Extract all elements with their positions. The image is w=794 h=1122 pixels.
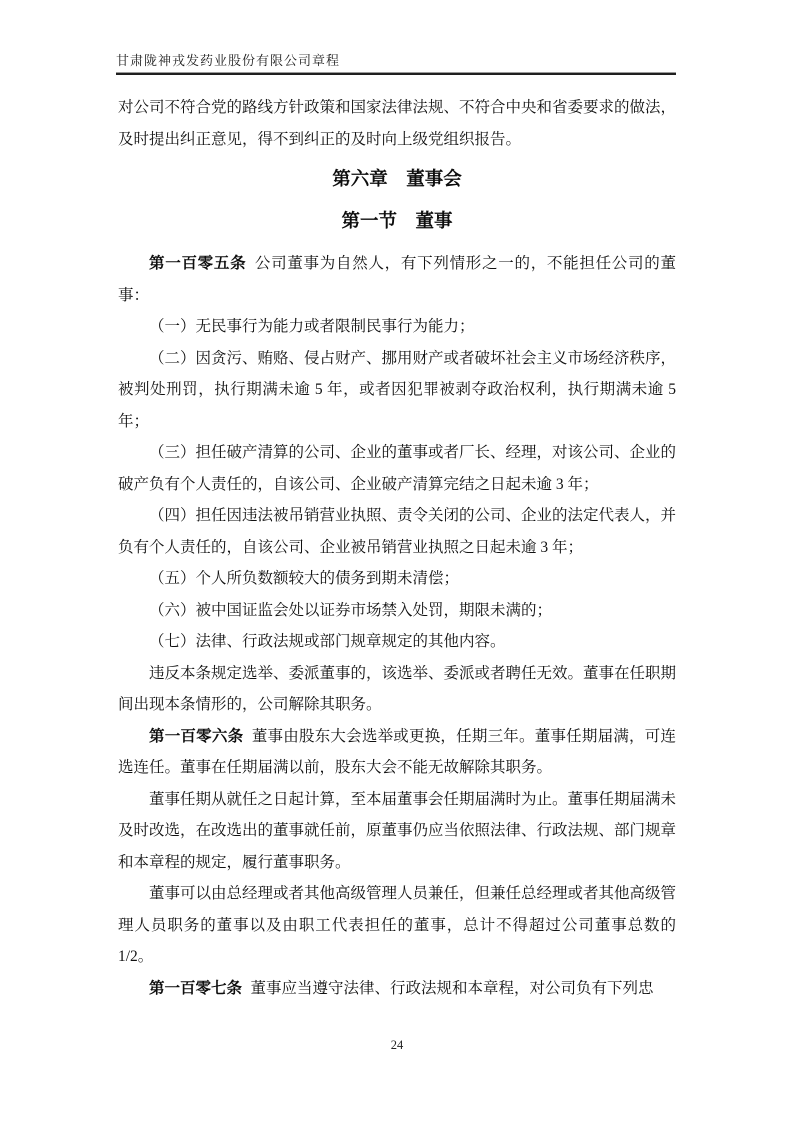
list-item: （二）因贪污、贿赂、侵占财产、挪用财产或者破坏社会主义市场经济秩序，被判处刑罚，执行期满未逾 5 年，或者因犯罪被剥夺政治权利，执行期满未逾 5 年；: [118, 349, 677, 430]
page-footer: [0, 1038, 794, 1053]
header-title: 甘肃陇神戎发药业股份有限公司章程: [116, 53, 341, 68]
article-paragraph: [118, 248, 676, 311]
article-paragraph: [118, 721, 676, 784]
header-rule: [116, 72, 676, 75]
body-paragraph: 违反本条规定选举、委派董事的，该选举、委派或者聘任无效。董事在任职期间出现本条情形的，公司解除其职务。: [118, 664, 677, 713]
page-number: 24: [390, 1038, 404, 1052]
list-item: （六）被中国证监会处以证券市场禁入处罚，期限未满的；: [149, 601, 553, 619]
list-item: （五）个人所负数额较大的债务到期未清偿；: [149, 570, 460, 587]
list-item: （四）担任因违法被吊销营业执照、责令关闭的公司、企业的法定代表人，并负有个人责任的，自该公司、企业被吊销营业执照之日起未逾 3 年；: [118, 507, 677, 556]
article-text: 董事应当遵守法律、行政法规和本章程，对公司负有下列忠: [250, 979, 654, 997]
body-paragraph: 对公司不符合党的路线方针政策和国家法律法规、不符合中央和省委要求的做法，及时提出纠正意见，得不到纠正的及时向上级党组织报告。: [118, 99, 677, 148]
document-body: [118, 92, 676, 1004]
article-text: 公司董事为自然人，有下列情形之一的，不能担任公司的董事：: [118, 255, 676, 304]
article-number: 第一百零五条: [149, 255, 247, 272]
list-item: （三）担任破产清算的公司、企业的董事或者厂长、经理，对该公司、企业的破产负有个人责任的，自该公司、企业破产清算完结之日起未逾 3 年；: [118, 444, 677, 493]
article-number: 第一百零七条: [149, 979, 243, 997]
list-item: （一）无民事行为能力或者限制民事行为能力；: [149, 318, 475, 335]
section-heading: 第一节 董事: [341, 211, 453, 232]
page-header: [116, 52, 676, 75]
chapter-heading: 第六章 董事会: [332, 170, 462, 190]
article-text: 董事由股东大会选举或更换，任期三年。董事任期届满，可连选连任。董事在任期届满以前，股东大会不能无故解除其职务。: [118, 727, 676, 776]
article-paragraph: [118, 973, 676, 1005]
article-number: 第一百零六条: [149, 727, 244, 745]
body-paragraph: 董事任期从就任之日起计算，至本届董事会任期届满时为止。董事任期届满未及时改选，在改选出的董事就任前，原董事仍应当依照法律、行政法规、部门规章和本章程的规定，履行董事职务。: [118, 790, 677, 871]
list-item: （七）法律、行政法规或部门规章规定的其他内容。: [149, 633, 506, 650]
body-paragraph: 董事可以由总经理或者其他高级管理人员兼任，但兼任总经理或者其他高级管理人员职务的董事以及由职工代表担任的董事，总计不得超过公司董事总数的 1/2。: [118, 885, 677, 965]
